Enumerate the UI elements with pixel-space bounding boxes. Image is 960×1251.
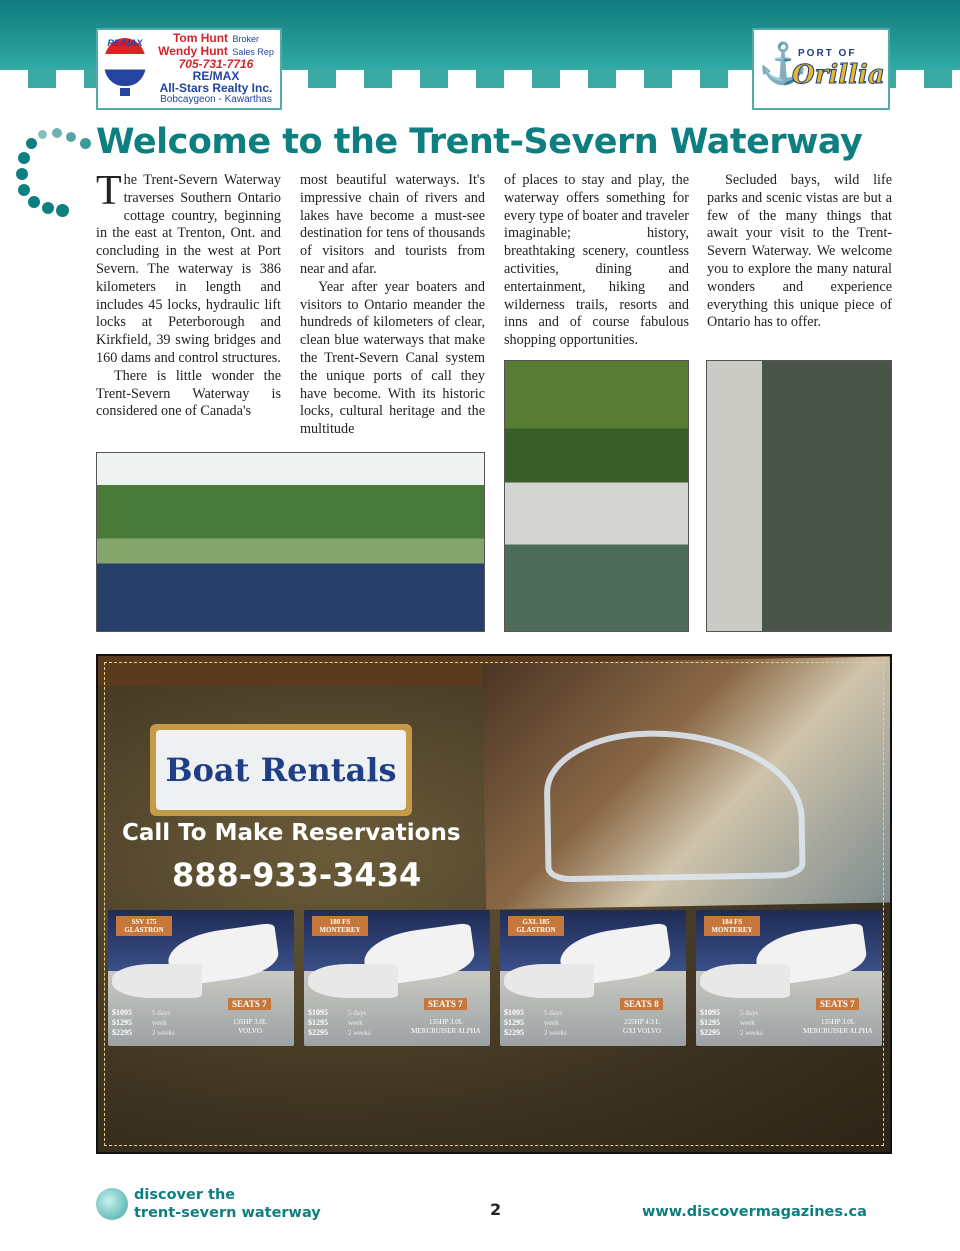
orillia-logo[interactable]: [752, 28, 890, 110]
duration: 2 weeks: [152, 1029, 175, 1037]
page-title: Welcome to the Trent-Severn Waterway: [96, 122, 863, 162]
agent-role-2: Sales Rep: [232, 47, 274, 57]
boat-topview: [112, 964, 202, 998]
price: $1095: [700, 1008, 720, 1017]
page-number: 2: [490, 1200, 502, 1219]
agent-role-1: Broker: [232, 34, 260, 44]
duration: week: [740, 1019, 755, 1027]
footer-url[interactable]: www.discovermagazines.ca: [642, 1204, 867, 1220]
engine-spec: [796, 1018, 880, 1036]
model-brand: GLASTRON: [124, 926, 164, 934]
price: $1095: [504, 1008, 524, 1017]
duration: 5 days: [544, 1009, 563, 1017]
model-brand: GLASTRON: [516, 926, 556, 934]
seats-badge: SEATS 8: [620, 998, 663, 1010]
article-column-3: [504, 172, 689, 350]
sign-text: Boat Rentals: [156, 730, 406, 810]
price: $1095: [112, 1008, 132, 1017]
boat-in-lock-photo: [504, 360, 689, 632]
boat-model: [508, 916, 564, 936]
model-name: SSV 175: [131, 918, 157, 926]
duration: week: [348, 1019, 363, 1027]
drop-cap: T: [96, 168, 122, 214]
price: $2295: [112, 1028, 132, 1037]
seats-badge: SEATS 7: [816, 998, 859, 1010]
col4-paragraph-1: Secluded bays, wild life parks and scenic vistas are but a few of the many things that await your visit to the Trent-Severn Waterway. We welcome you to explore the many natural wonders and experience everything this unique piece of Ontario has to offer.: [707, 172, 892, 331]
durations: [544, 1008, 567, 1038]
article-column-4: [707, 172, 892, 332]
duration: 5 days: [152, 1009, 171, 1017]
prices: [308, 1008, 328, 1038]
seats-badge: SEATS 7: [228, 998, 271, 1010]
engine-size: 135HP 3.0L: [233, 1018, 267, 1026]
engine-size: 135HP 3.0L: [821, 1018, 855, 1026]
footer-line-1: discover the: [134, 1187, 236, 1203]
engine-spec: [404, 1018, 488, 1036]
boat-card[interactable]: [108, 910, 294, 1046]
col1-paragraph-1: he Trent-Severn Waterway traverses Southern Ontario cottage country, beginning in the east at Trenton, Ont. and concluding in the west at Port Severn. The waterway is 386 kilometers in length and includes 45 locks, hydraulic lift locks at Peterborough and Kirkfield, 39 swing bridges and 160 dams and control structures.: [96, 172, 281, 366]
boat-model: [704, 916, 760, 936]
boat-rentals-ad[interactable]: [96, 654, 892, 1154]
remax-phone: 705-731-7716: [178, 57, 254, 71]
remax-logo-text: RE/MAX: [107, 38, 143, 48]
col2-paragraph-1: most beautiful waterways. It's impressive chain of rivers and lakes have become a must-see destination for tens of thousands of visitors and tourists from near and afar.: [300, 172, 485, 277]
engine-type: VOLVO: [238, 1027, 262, 1035]
duration: week: [152, 1019, 167, 1027]
durations: [740, 1008, 763, 1038]
price: $2295: [700, 1028, 720, 1037]
engine-spec: [208, 1018, 292, 1036]
basket-icon: [120, 88, 130, 96]
price: $2295: [308, 1028, 328, 1037]
boat-rentals-sign: [150, 724, 412, 816]
model-name: GXL 185: [522, 918, 550, 926]
price: $1095: [308, 1008, 328, 1017]
boat-topview: [700, 964, 790, 998]
col1-paragraph-2: There is little wonder the Trent-Severn Waterway is considered one of Canada's: [96, 367, 281, 420]
durations: [348, 1008, 371, 1038]
remax-text: [150, 32, 282, 106]
port-of-label: PORT OF: [798, 48, 857, 59]
price: $1295: [700, 1018, 720, 1027]
engine-size: 225HP 4.3 L: [624, 1018, 660, 1026]
call-heading: Call To Make Reservations: [122, 820, 461, 846]
anchor-icon: ⚓: [758, 41, 808, 86]
duration: 5 days: [740, 1009, 759, 1017]
prices: [504, 1008, 524, 1038]
price: $1295: [308, 1018, 328, 1027]
durations: [152, 1008, 175, 1038]
duration: 2 weeks: [544, 1029, 567, 1037]
remax-locations: Bobcaygeon - Kawarthas: [160, 94, 272, 105]
rental-phone[interactable]: 888-933-3434: [172, 856, 422, 894]
remax-company: All-Stars Realty Inc.: [159, 81, 273, 95]
boat-card[interactable]: [696, 910, 882, 1046]
remax-brand: RE/MAX: [192, 69, 240, 83]
col2-paragraph-2: Year after year boaters and visitors to Ontario meander the hundreds of kilometers of clear, clean blue waterways that make the Trent-Severn Canal system the unique ports of call they have become. With its historic locks, cultural heritage and the multitude: [300, 278, 485, 438]
boat-topview: [308, 964, 398, 998]
lock-photo: [96, 452, 485, 632]
duration: 5 days: [348, 1009, 367, 1017]
engine-spec: [600, 1018, 684, 1036]
boat-card[interactable]: [304, 910, 490, 1046]
duration: week: [544, 1019, 559, 1027]
agent-name-2: Wendy Hunt: [158, 44, 228, 58]
engine-type: MERCRUISER ALPHA: [411, 1027, 481, 1035]
model-brand: MONTEREY: [319, 926, 361, 934]
model-name: 184 FS: [721, 918, 743, 926]
orillia-label: Orillia: [792, 60, 885, 90]
article-column-2: [300, 172, 485, 439]
seats-badge: SEATS 7: [424, 998, 467, 1010]
prices: [112, 1008, 132, 1038]
footer-title: [134, 1186, 321, 1222]
remax-ad[interactable]: [96, 28, 282, 110]
model-name: 180 FS: [329, 918, 351, 926]
duration: 2 weeks: [740, 1029, 763, 1037]
price: $1295: [112, 1018, 132, 1027]
boat-model: [312, 916, 368, 936]
boat-model: [116, 916, 172, 936]
col3-paragraph-1: of places to stay and play, the waterway offers something for every type of boater and traveler imaginable; history, breathtaking scenery, countless activities, dining and entertainment, hiking and wilderness trails, resorts and inns and of course fabulous shopping opportunities.: [504, 172, 689, 349]
engine-size: 135HP 3.0L: [429, 1018, 463, 1026]
engine-type: GXI VOLVO: [623, 1027, 661, 1035]
decorative-dots: [14, 128, 94, 218]
engine-type: MERCRUISER ALPHA: [803, 1027, 873, 1035]
article-column-1: [96, 168, 281, 421]
agent-name-1: Tom Hunt: [172, 31, 229, 45]
footer-dot-icon: [96, 1188, 128, 1220]
boat-list: [108, 910, 882, 1046]
price: $2295: [504, 1028, 524, 1037]
duration: 2 weeks: [348, 1029, 371, 1037]
price: $1295: [504, 1018, 524, 1027]
prices: [700, 1008, 720, 1038]
boat-card[interactable]: [500, 910, 686, 1046]
canal-lock-photo: [706, 360, 892, 632]
boat-topview: [504, 964, 594, 998]
model-brand: MONTEREY: [711, 926, 753, 934]
footer-line-2: trent-severn waterway: [134, 1205, 321, 1221]
